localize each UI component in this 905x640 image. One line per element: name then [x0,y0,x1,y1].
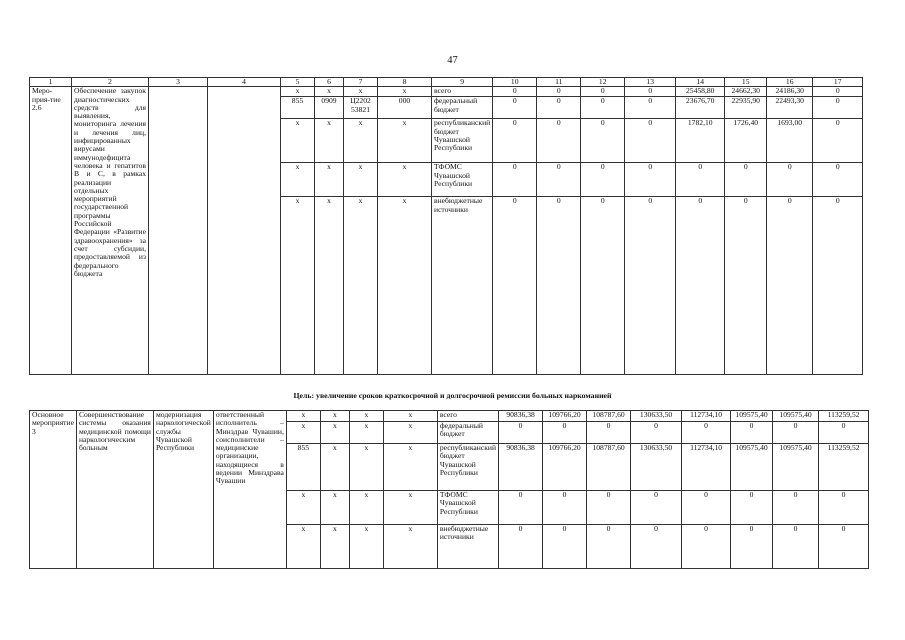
column-header: 4 [208,78,281,87]
source-cell: внебюджетные источники [437,525,498,569]
table-cell: 108787,60 [587,444,631,491]
table-cell: 0 [537,197,581,375]
table-cell: 0 [725,197,767,375]
table-cell: х [344,119,378,163]
table-cell: 0 [499,422,543,444]
table-cell: 0909 [315,97,344,119]
table-cell: х [315,119,344,163]
source-cell: ТФОМС Чувашской Республики [432,163,493,197]
column-header: 13 [625,78,676,87]
table-cell: х [315,197,344,375]
table-cell: 1693,00 [767,119,813,163]
table-cell: х [286,422,320,444]
table-cell: х [349,411,383,422]
column-header: 15 [725,78,767,87]
table-cell: х [344,197,378,375]
table-cell: 0 [493,119,537,163]
table-cell: 0 [625,163,676,197]
table-cell: 0 [767,163,813,197]
column-header: 12 [581,78,625,87]
page-number: 47 [447,55,458,66]
source-cell: федеральный бюджет [432,97,493,119]
column-header: 17 [813,78,863,87]
table-cell: 109575,40 [773,444,819,491]
table-cell: х [383,444,437,491]
table-cell: 0 [493,87,537,97]
table-cell: 0 [543,422,587,444]
table-cell: 0 [813,119,863,163]
description-cell: Обеспечение закупок диагностических средств для выявления, мониторинга лечения и лечения лиц, инфицированных вирусами иммунодефицита человека и гепатитов В и С, в рамках реализации отдельных мероприятий государственной программы Российской Федерации «Развитие здравоохранения» за счет субсидии, предоставляемой из федерального бюджета [72,87,149,375]
activity-cell: Меро-прия-тие 2.6 [30,87,72,375]
table-cell: 0 [625,119,676,163]
table-cell: х [315,87,344,97]
table-cell: х [320,422,349,444]
source-cell: республиканский бюджет Чувашской Республики [437,444,498,491]
table-cell: 130633,50 [631,444,682,491]
table-cell: 0 [537,163,581,197]
table-cell: 112734,10 [682,411,731,422]
table-cell: х [320,491,349,525]
table-cell: 22493,30 [767,97,813,119]
program-table-part2 [29,410,869,569]
table-cell: х [378,197,432,375]
table-cell: 0 [731,491,773,525]
table-cell: х [315,163,344,197]
source-cell: республиканский бюджет Чувашской Республики [432,119,493,163]
table-cell: 0 [631,422,682,444]
column-header: 7 [344,78,378,87]
table-cell: х [320,525,349,569]
table-cell: 0 [581,197,625,375]
table-cell: 24186,30 [767,87,813,97]
column-header: 5 [281,78,315,87]
table-cell: 0 [819,422,869,444]
table-cell: 109575,40 [731,411,773,422]
table-cell: х [286,491,320,525]
table-row [30,411,869,422]
table-cell: 22935,90 [725,97,767,119]
table-row [30,87,863,97]
table-cell: 109575,40 [731,444,773,491]
table-cell: 0 [767,197,813,375]
table-cell: х [378,163,432,197]
purpose-cell: модернизация наркологической службы Чувашской Республики [153,411,213,569]
purpose-cell [149,87,208,375]
table-cell: 0 [625,197,676,375]
table-cell: 0 [587,491,631,525]
program-table-part1 [29,77,863,375]
column-header: 9 [432,78,493,87]
table-cell: 0 [773,491,819,525]
column-header: 1 [30,78,72,87]
table-cell: х [383,422,437,444]
source-cell: всего [437,411,498,422]
column-header: 2 [72,78,149,87]
table-cell: 0 [813,163,863,197]
column-header: 16 [767,78,813,87]
table-cell: х [286,525,320,569]
column-header: 6 [315,78,344,87]
table-cell: 109766,20 [543,411,587,422]
table-cell: 0 [625,97,676,119]
table-cell: 0 [676,197,725,375]
table-cell: 90836,38 [499,444,543,491]
table-cell: 0 [682,422,731,444]
table-cell: 0 [676,163,725,197]
table-cell: 0 [537,87,581,97]
table-cell: 112734,10 [682,444,731,491]
table-cell: 0 [581,97,625,119]
table-cell: х [344,163,378,197]
column-header: 3 [149,78,208,87]
table-cell: х [378,87,432,97]
table-cell: х [349,444,383,491]
table-cell: 855 [281,97,315,119]
source-cell: ТФОМС Чувашской Республики [437,491,498,525]
table-cell: 0 [581,87,625,97]
table-cell: 0 [543,491,587,525]
table-cell: 0 [731,525,773,569]
table-cell: х [378,119,432,163]
table-cell: 0 [543,525,587,569]
table-cell: 0 [682,525,731,569]
table-cell: х [281,87,315,97]
table-cell: 25458,80 [676,87,725,97]
table-cell: 24662,30 [725,87,767,97]
table-cell: 0 [493,163,537,197]
table-cell: 0 [813,97,863,119]
table-cell: 855 [286,444,320,491]
table-cell: 23676,70 [676,97,725,119]
table-cell: 113259,52 [819,444,869,491]
table-cell: х [349,422,383,444]
table-cell: х [383,525,437,569]
table-cell: 0 [725,163,767,197]
table-cell: х [281,119,315,163]
table-cell: 130633,50 [631,411,682,422]
table-cell: х [344,87,378,97]
table-cell: 0 [819,491,869,525]
column-header: 10 [493,78,537,87]
table-cell: 1782,10 [676,119,725,163]
table-cell: 0 [631,525,682,569]
table-cell: 0 [773,525,819,569]
table-cell: х [286,411,320,422]
table-cell: 90836,38 [499,411,543,422]
executor-cell: ответственный исполнитель – Минздрав Чувашии, соисполнители – медицинские организации, находящиеся в ведении Минздрава Чувашии [213,411,286,569]
table-cell: 0 [499,491,543,525]
table-cell: х [320,411,349,422]
table-cell: 0 [819,525,869,569]
table-cell: 0 [813,87,863,97]
table-cell: х [281,197,315,375]
table-cell: х [349,525,383,569]
table-cell: х [349,491,383,525]
header-row [30,78,863,87]
table-cell: 0 [773,422,819,444]
source-cell: всего [432,87,493,97]
table-cell: 113259,52 [819,411,869,422]
table-cell: 0 [581,119,625,163]
table-cell: 0 [625,87,676,97]
table-cell: 0 [537,97,581,119]
executor-cell [208,87,281,375]
source-cell: федеральный бюджет [437,422,498,444]
column-header: 14 [676,78,725,87]
table-cell: 0 [731,422,773,444]
table-cell: 0 [587,422,631,444]
table-cell: 000 [378,97,432,119]
description-cell: Совершенствование системы оказания медицинской помощи наркологическим больным [76,411,153,569]
table-cell: 0 [537,119,581,163]
table-cell: х [320,444,349,491]
table-cell: Ц2202 53821 [344,97,378,119]
table-cell: 0 [631,491,682,525]
column-header: 11 [537,78,581,87]
activity-cell: Основное мероприятие 3 [30,411,77,569]
table-cell: х [383,411,437,422]
table-cell: х [281,163,315,197]
table-cell: 0 [493,197,537,375]
table-cell: 0 [581,163,625,197]
table-cell: 0 [493,97,537,119]
table-cell: 109766,20 [543,444,587,491]
table-cell: 0 [587,525,631,569]
table-cell: 109575,40 [773,411,819,422]
table-cell: 0 [682,491,731,525]
table-cell: 0 [813,197,863,375]
table-cell: 1726,40 [725,119,767,163]
table-cell: х [383,491,437,525]
goal-heading: Цель: увеличение сроков краткосрочной и долгосрочной ремиссии больных наркоманией [293,391,612,400]
table-cell: 0 [499,525,543,569]
table-cell: 108787,60 [587,411,631,422]
column-header: 8 [378,78,432,87]
source-cell: внебюджетные источники [432,197,493,375]
